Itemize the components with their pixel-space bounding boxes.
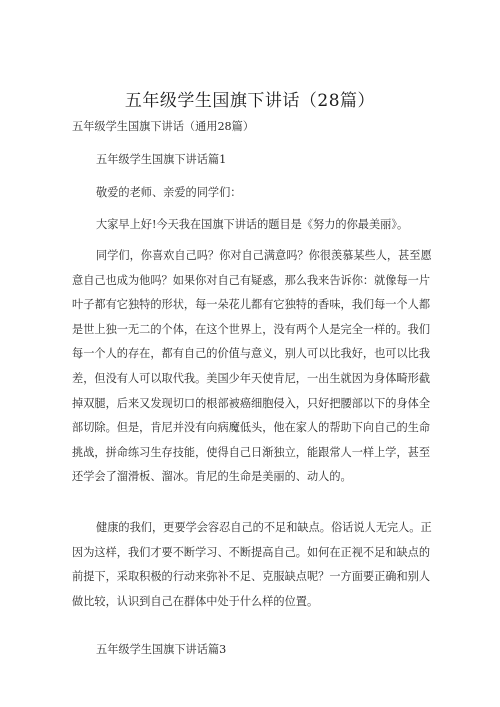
paragraph-1: [72, 244, 432, 490]
document-title: 五年级学生国旗下讲话（28篇）: [124, 91, 376, 111]
paragraph-line: 挑战，拼命练习生存技能，使得自己日渐独立，能跟常人一样上学，甚至: [72, 445, 431, 459]
paragraph-line: 同学们，你喜欢自己吗？你对自己满意吗？你很羡慕某些人，甚至愿: [96, 249, 432, 262]
paragraph-line: 部切除。但是，肯尼并没有向病魔低头，他在家人的帮助下向自己的生命: [72, 421, 431, 435]
paragraph-line: 前提下，采取积极的行动来弥补不足、克服缺点呢？一方面要正确和别人: [72, 570, 431, 584]
paragraph-line: 健康的我们，更要学会容忍自己的不足和缺点。俗话说人无完人。正: [96, 521, 432, 534]
paragraph-line: 掉双腿，后来又发现切口的根部被癌细胞侵入，只好把腰部以下的身体全: [72, 396, 431, 410]
section-heading-3: 五年级学生国旗下讲话篇3: [96, 643, 227, 656]
paragraph-line: 差，但没有人可以取代我。美国少年天使肯尼，一出生就因为身体畸形截: [72, 371, 431, 385]
paragraph-line: 因为这样，我们才要不断学习、不断提高自己。如何在正视不足和缺点的: [72, 545, 431, 559]
intro-line: 大家早上好!今天我在国旗下讲话的题目是《努力的你最美丽》。: [96, 218, 409, 231]
paragraph-line: 做比较，认识到自己在群体中处于什么样的位置。: [72, 594, 319, 608]
paragraph-2: [72, 516, 432, 614]
paragraph-line: 意自己也成为他吗？如果你对自己有疑惑，那么我来告诉你：就像每一片: [72, 273, 431, 287]
paragraph-line: 还学会了溜滑板、溜冰。肯尼的生命是美丽的、动人的。: [72, 470, 352, 484]
document-subtitle: 五年级学生国旗下讲话（通用28篇）: [72, 120, 255, 133]
paragraph-line: 是世上独一无二的个体，在这个世界上，没有两个人是完全一样的。我们: [72, 322, 431, 336]
paragraph-line: 叶子都有它独特的形状，每一朵花儿都有它独特的香味，我们每一个人都: [72, 298, 431, 312]
greeting-line: 敬爱的老师、亲爱的同学们：: [96, 186, 242, 199]
paragraph-line: 每一个人的存在，都有自己的价值与意义，别人可以比我好，也可以比我: [72, 347, 431, 361]
section-heading-1: 五年级学生国旗下讲话篇1: [96, 153, 227, 166]
